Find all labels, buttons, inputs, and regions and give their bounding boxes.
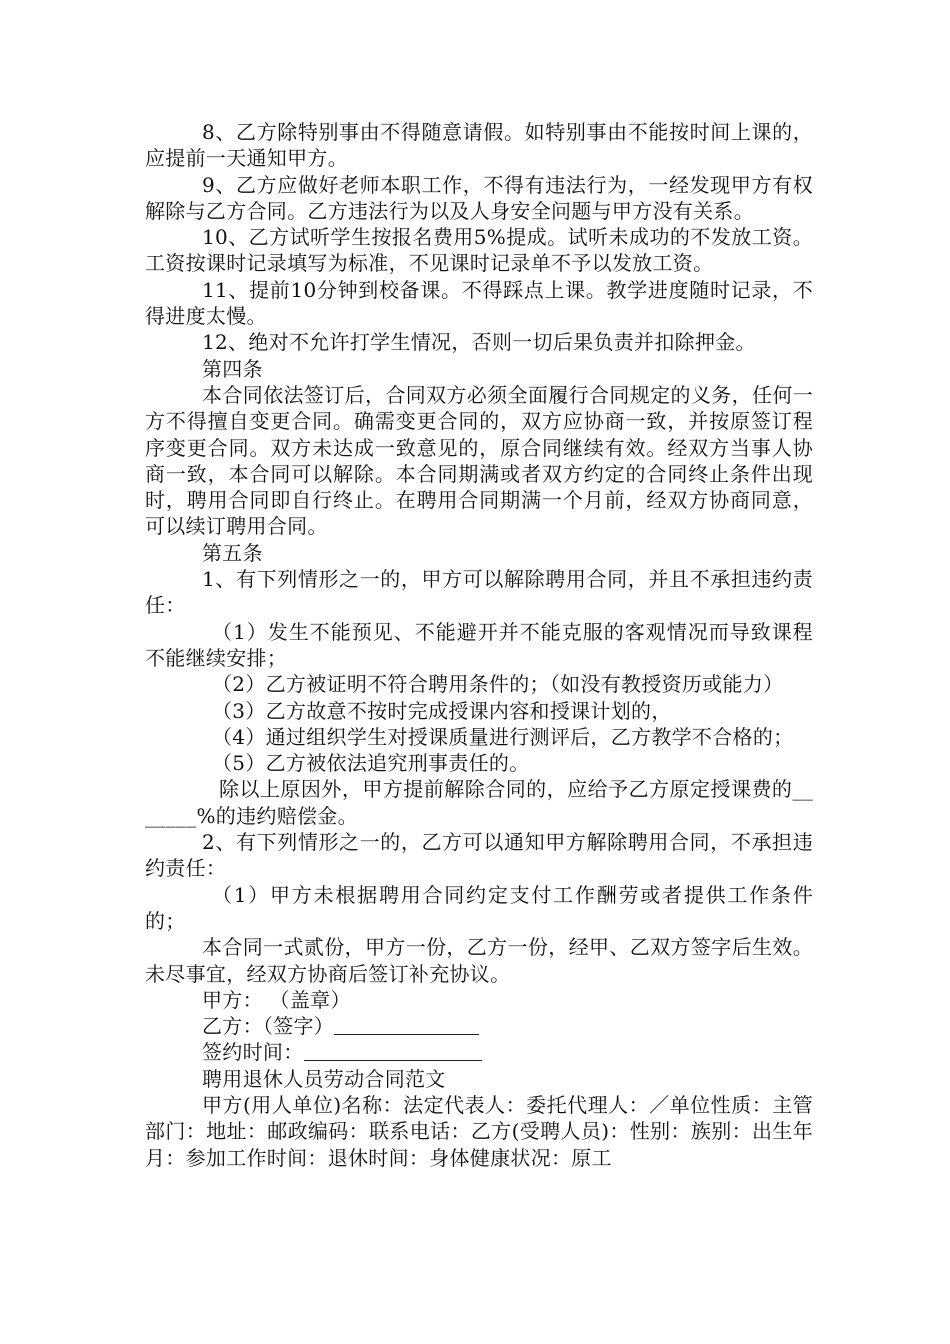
party-b-signature xyxy=(145,1013,813,1039)
clause-9: 9、乙方应做好老师本职工作，不得有违法行为，一经发现甲方有权解除与乙方合同。乙方违法行为以及人身安全问题与甲方没有关系。 xyxy=(145,172,813,223)
party-b-label: 乙方：（签字） xyxy=(202,1014,335,1039)
article-5-item-1-sub-3: （3）乙方故意不按时完成授课内容和授课计划的， xyxy=(212,698,672,723)
article-5-heading: 第五条 xyxy=(202,540,263,565)
party-a-signature xyxy=(145,987,813,1013)
article-5-item-2: 2、有下列情形之一的，乙方可以通知甲方解除聘用合同，不承担违约责任： xyxy=(145,830,813,881)
document-body xyxy=(145,119,813,1171)
clause-11: 11、提前10分钟到校备课。不得踩点上课。教学进度随时记录，不得进度太慢。 xyxy=(145,277,813,329)
sign-date-line xyxy=(304,1042,482,1061)
party-a-label: 甲方： （盖章） xyxy=(202,987,351,1012)
clause-8: 8、乙方除特别事由不得随意请假。如特别事由不能按时间上课的，应提前一天通知甲方。 xyxy=(145,120,813,171)
article-4-body: 本合同依法签订后，合同双方必须全面履行合同规定的义务，任何一方不得擅自变更合同。确需变更合同的，双方应协商一致，并按原签订程序变更合同。双方未达成一致意见的，原合同继续有效。经双方当事人协商一致，本合同可以解除。本合同期满或者双方约定的合同终止条件出现时，聘用合同即自行终止。在聘用合同期满一个月前，经双方协商同意，可以续订聘用合同。 xyxy=(145,382,813,539)
sign-date-row xyxy=(145,1039,813,1065)
article-5-item-1: 1、有下列情形之一的，甲方可以解除聘用合同，并且不承担违约责任： xyxy=(145,567,813,618)
clause-10: 10、乙方试听学生按报名费用5%提成。试听未成功的不发放工资。工资按课时记录填写为标准，不见课时记录单不予以发放工资。 xyxy=(145,225,813,276)
next-document-title: 聘用退休人员劳动合同范文 xyxy=(202,1066,446,1091)
article-5-compensation: 除以上原因外，甲方提前解除合同的，应给予乙方原定授课费的_______%的违约赔偿金。 xyxy=(145,777,813,828)
article-5-item-1-sub-2: （2）乙方被证明不符合聘用条件的；（如没有教授资历或能力） xyxy=(212,672,784,697)
article-5-item-2-sub-1: （1）甲方未根据聘用合同约定支付工作酬劳或者提供工作条件的； xyxy=(145,882,813,933)
copies-clause: 本合同一式贰份，甲方一份，乙方一份，经甲、乙双方签字后生效。未尽事宜，经双方协商后签订补充协议。 xyxy=(145,935,813,986)
clause-12: 12、绝对不允许打学生情况，否则一切后果负责并扣除押金。 xyxy=(202,330,756,355)
article-4-heading: 第四条 xyxy=(202,356,263,381)
sign-date-label: 签约时间： xyxy=(202,1040,304,1065)
party-b-signature-line xyxy=(334,1016,479,1035)
next-document-body: 甲方(用人单位)名称：法定代表人：委托代理人：／单位性质：主管部门：地址：邮政编码：联系电话：乙方(受聘人员)：性别：族别：出生年月：参加工作时间：退休时间：身体健康状况：原工 xyxy=(145,1092,813,1170)
article-5-item-1-sub-1: （1）发生不能预见、不能避开并不能克服的客观情况而导致课程不能继续安排； xyxy=(145,619,813,670)
article-5-item-1-sub-5: （5）乙方被依法追究刑事责任的。 xyxy=(212,751,530,776)
article-5-item-1-sub-4: （4）通过组织学生对授课质量进行测评后，乙方教学不合格的； xyxy=(212,724,794,749)
